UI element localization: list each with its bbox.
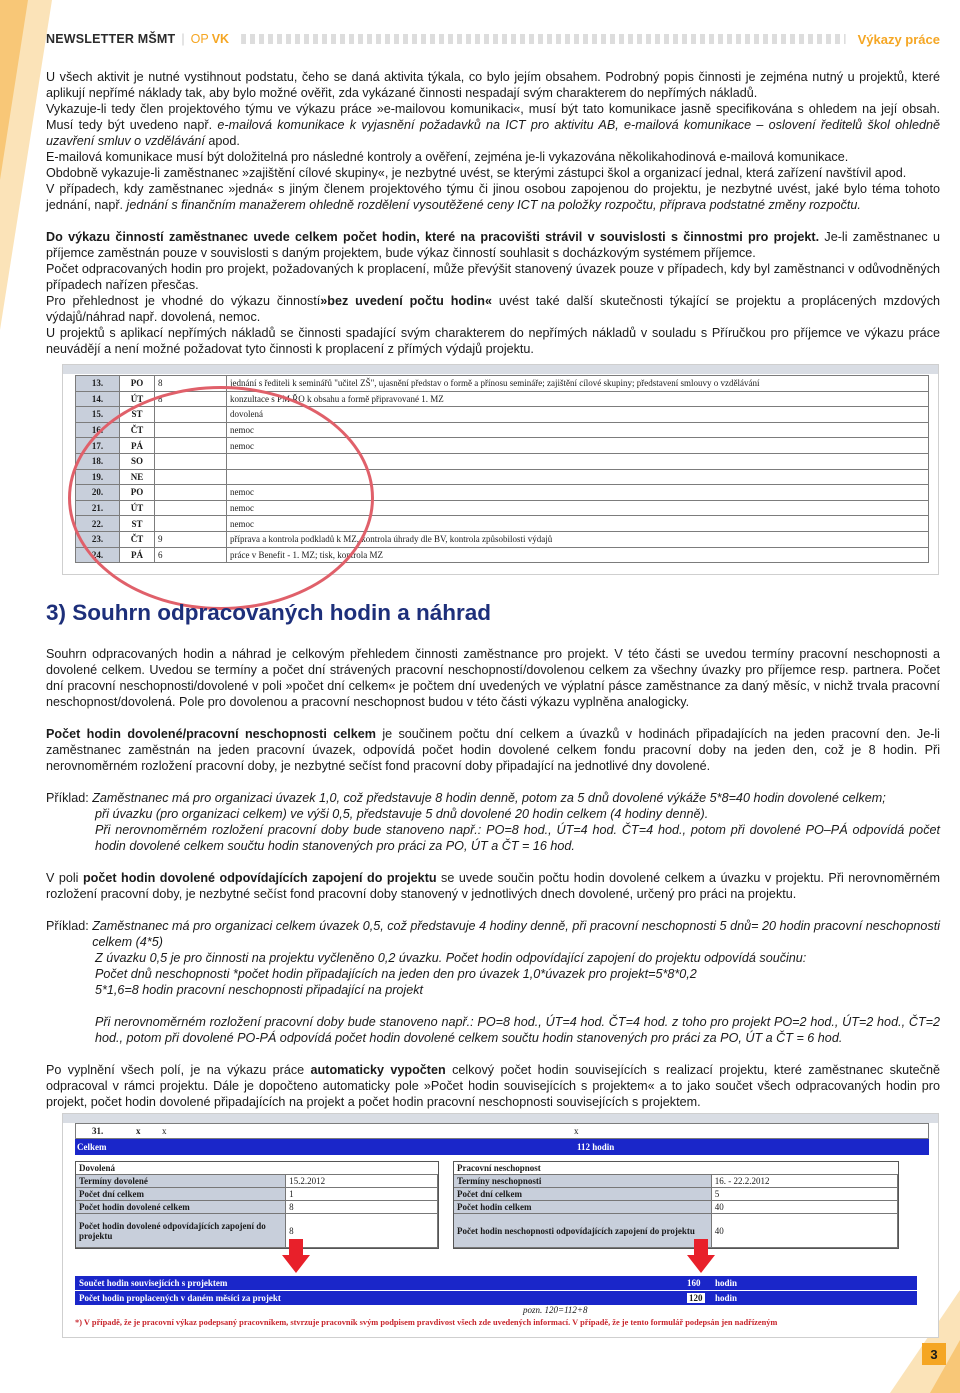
row-activity: práce v Benefit - 1. MZ; tisk, kontrola MZ [227,547,929,563]
row-day: 18. [76,453,120,469]
row-hours: x [162,1126,167,1136]
box-value: 8 [286,1214,438,1248]
row-activity: konzultace s PM ŘO k obsahu a formě připravované 1. MZ [227,391,929,407]
box-label: Termíny dovolené [76,1175,286,1188]
section-title: Výkazy práce [857,31,940,47]
row-weekday: PÁ [120,547,155,563]
row-activity: nemoc [227,422,929,438]
row-weekday: ÚT [120,500,155,516]
box-label: Počet dní celkem [454,1188,711,1201]
timesheet-cut-row [63,365,938,374]
row-weekday: ST [120,407,155,423]
total-label: Celkem [77,1142,107,1152]
example-2: Příklad: Zaměstnanec má pro organizaci celkem úvazek 0,5, což představuje 4 hodiny denně, při pracovní neschopnosti 5 dnů= 20 hodin pracovní neschopnosti celkem (4*5) [46,919,940,949]
highlight-circle [68,386,374,610]
box-label: Počet hodin dovolené odpovídajících zapojení do projektu [76,1214,286,1248]
row-day: 19. [76,469,120,485]
row-activity: nemoc [227,438,929,454]
box-value: 8 [286,1201,438,1214]
hours-paragraph: Do výkazu činností zaměstnanec uvede celkem počet hodin, které na pracovišti strávil v souvislosti s činnostmi pro projekt. Je-li zaměstnanec u příjemce zaměstnán pouze v souvislosti s daným projektem, bude výkaz činností souhlasit s docházkovým systémem příjemce. [46,230,940,260]
sick-box [453,1161,899,1249]
row-activity: nemoc [227,485,929,501]
row-activity: x [574,1126,579,1136]
section3-paragraph: Souhrn odpracovaných hodin a náhrad je celkovým přehledem činnosti zaměstnance pro projekt. V této části se uvedou termíny pracovní neschopnosti a dovolené celkem. Uvedou se termíny a počet dní strávených pracovní neschopností/dovolenou celkem za všechny úvazky pro příjemce resp. partnera. Počet dní pracovní neschopnosti/dovolené v poli »počet dní celkem« je počtem dní uvedených ve výplatní pásce zaměstnance za daný měsíc, v nichž trvala pracovní neschopnost/dovolená. Pole pro dovolenou a pracovní neschopnost budou v této části výkazu vyplněna analogicky. [46,647,940,709]
box-value: 40 [711,1214,897,1248]
example-line: Z úvazku 0,5 je pro činnosti na projektu vyčleněno 0,2 úvazku. Počet hodin odpovídající zapojení do projektu odpovídá součinu: [95,951,807,965]
section3-paragraph: Po vyplnění všech polí, je na výkazu práce automaticky vypočten celkový počet hodin souvisejících s realizací projektu, které zaměstnanec skutečně odpracoval v rámci projektu. Dále je dopočteno automaticky pole »Počet hodin souvisejících s projektem« a to jako součet všech odpracovaných hodin pro projekt, počet hodin dovolené připadajících na projekt a počet hodin pracovní neschopnosti souvisejících s projektem. [46,1063,940,1109]
row-day: 22. [76,516,120,532]
section3-paragraph: V poli počet hodin dovolené odpovídajících zapojení do projektu se uvede součin počtu hodin dovolené celkem a úvazku v projektu. Při nerovnoměrném rozložení pracovní doby, je nezbytné sečíst fond pracovní doby stanovený v jednotlivých dnech dovolené, určený pro práci na projektu. [46,871,941,901]
row-day: 13. [76,376,120,392]
intro-text [46,69,940,357]
sum-value: 160 [687,1278,701,1288]
row-day: 21. [76,500,120,516]
row-weekday: x [136,1126,141,1136]
note: pozn. 120=112+8 [523,1305,588,1315]
page-header [46,31,940,47]
footnote: *) V případě, že je pracovní výkaz podepsaný pracovníkem, stvrzuje pracovník svým podpisem pravdivost všech zde uvedených informací. V případě, že je tento formulář podepsán jen nadřízeným [75,1318,778,1327]
sum-label: Počet hodin proplacených v daném měsíci za projekt [79,1293,281,1303]
row-day: 14. [76,391,120,407]
page-number: 3 [922,1343,946,1365]
row-day: 23. [76,531,120,547]
vacation-table [76,1162,438,1248]
box-value: 1 [286,1188,438,1201]
total-value: 112 hodin [577,1142,615,1152]
op-vk: VK [211,32,230,46]
box-value: 16. - 22.2.2012 [711,1175,897,1188]
sum-unit: hodin [715,1293,738,1303]
box-title: Dovolená [76,1162,438,1175]
row-weekday: ST [120,516,155,532]
row-hours: 6 [155,547,227,563]
box-value: 15.2.2012 [286,1175,438,1188]
header-pattern [241,34,846,44]
section3-text [46,646,940,1110]
row-activity: dovolená [227,407,929,423]
vacation-box [75,1161,439,1249]
down-arrow-icon [687,1239,715,1273]
sum-project-hours-bar [75,1276,917,1290]
row-activity: nemoc [227,500,929,516]
sick-table [454,1162,898,1248]
sum-unit: hodin [715,1278,738,1288]
op-prefix: OP [190,32,209,46]
box-label: Počet hodin dovolené celkem [76,1201,286,1214]
row-weekday: PO [120,485,155,501]
box-label: Termíny neschopnosti [454,1175,711,1188]
box-value: 5 [711,1188,897,1201]
header-separator: | [181,32,185,46]
hours-paragraph: Počet odpracovaných hodin pro projekt, požadovaných k proplacení, může převýšit stanovený úvazek pouze v případech, kdy byl zaměstnanci v odůvodněných případech nařízen přesčas. [46,262,940,292]
row-weekday: PÁ [120,438,155,454]
row-hours: 8 [155,376,227,392]
summary-row-31 [75,1123,929,1139]
row-day: 15. [76,407,120,423]
row-hours: 9 [155,531,227,547]
row-day: 24. [76,547,120,563]
sum-label: Součet hodin souvisejících s projektem [79,1278,228,1288]
intro-paragraph: V případech, kdy zaměstnanec »jedná« s jiným členem projektového týmu či jinou osobou zapojenou do projektu, je nezbytné uvést, jaké bylo téma tohoto jednání, např. jednání s finančním manažerem ohledně rozdělení vysoutěžené ceny ICT na položky rozpočtu, příprava podstatné změny rozpočtu. [46,182,940,212]
row-day: 20. [76,485,120,501]
example-1: Příklad: Zaměstnanec má pro organizaci úvazek 1,0, což představuje 8 hodin denně, potom za 5 dnů dovolené výkáže 5*8=40 hodin dovolené celkem; [46,791,886,805]
box-title: Pracovní neschopnost [454,1162,898,1175]
row-weekday: ÚT [120,391,155,407]
row-weekday: ČT [120,531,155,547]
row-hours: 8 [155,391,227,407]
hours-paragraph: U projektů s aplikací nepřímých nákladů se činnosti spadající svým charakterem do nepřímých nákladů v souladu s Příručkou pro příjemce ve výkazu práce neuvádějí a není možné požadovat tyto činnosti k proplacení z přímých výdajů projektu. [46,326,940,356]
box-label: Počet hodin celkem [454,1201,711,1214]
row-weekday: SO [120,453,155,469]
total-row [75,1139,929,1155]
example-line: Počet dnů neschopnosti *počet hodin připadajících na jeden den pro úvazek 1,0*úvazek pro projekt=5*8*0,2 [95,967,697,981]
example-line: 5*1,6=8 hodin pracovní neschopnosti připadající na projekt [95,983,424,997]
example-line: Při nerovnoměrném rozložení pracovní doby bude stanoveno např.: PO=8 hod., ÚT=4 hod. ČT=4 hod., potom při dovolené PO–PÁ odpovídá počet hodin dovolené celkem součtu hodin stanovených pro práci za PO, ÚT a ČT = 16 hod. [95,823,940,853]
newsletter-title: NEWSLETTER MŠMT [46,32,176,46]
row-day: 17. [76,438,120,454]
box-label: Počet dní celkem [76,1188,286,1201]
paid-hours-bar [75,1291,917,1305]
intro-paragraph: U všech aktivit je nutné vystihnout podstatu, čeho se daná aktivita týkala, co bylo jejím obsahem. Podrobný popis činnosti je zejména nutný u projektů, které aplikují nepřímé náklady tak, aby bylo možné ověřit, zda vykázané činnosti nespadají svým charakterem do nepřímých nákladů. [46,70,940,100]
down-arrow-icon [282,1239,310,1273]
intro-paragraph: Obdobně vykazuje-li zaměstnanec »zajištění cílové skupiny«, je nezbytné uvést, se kterými zástupci škol a organizací jednal, která zařízení navštívil apod. [46,166,907,180]
example-line: Při nerovnoměrném rozložení pracovní doby bude stanoveno např.: PO=8 hod., ÚT=4 hod. ČT=4 hod. z toho pro projekt PO=2 hod., ÚT=2 hod., ČT=2 hod., potom při dovolené PO-PÁ odpovídá počet hodin dovolené celkem součtu hodin stanovených pro práci za PO, ÚT a ČT = 6 hod. [95,1015,940,1045]
sum-value: 120 [689,1293,703,1303]
summary-cut-row [63,1114,938,1123]
box-value: 40 [711,1201,897,1214]
row-activity: jednání s řediteli k seminářů "učitel ZŠ", ujasnění představ o formě a přínosu semináře; zajištění cílové skupiny; představení smlouvy o vzdělávání [227,376,929,392]
hours-paragraph: Pro přehlednost je vhodné do výkazu činností»bez uvedení počtu hodin« uvést také další skutečnosti týkající se projektu a proplácených mzdových výdajů/náhrad např. dovolená, nemoc. [46,294,940,324]
section-heading: 3) Souhrn odpracovaných hodin a náhrad [46,600,492,625]
intro-paragraph: E-mailová komunikace musí být doložitelná pro následné kontroly a ověření, zejména je-li vykazována několikahodinová e-mailová komunikace. [46,150,849,164]
row-activity: nemoc [227,516,929,532]
example-line: při úvazku (pro organizaci celkem) ve výši 0,5, představuje 5 dnů dovolené 20 hodin celkem (4 hodiny denně). [95,807,709,821]
row-weekday: NE [120,469,155,485]
row-weekday: PO [120,376,155,392]
intro-paragraph: Vykazuje-li tedy člen projektového týmu ve výkazu práce »e-mailovou komunikaci«, musí být tato komunikace jasně specifikována s ohledem na její obsah. Musí tedy být uvedeno např. e-mailová komunikace k vyjasnění požadavků na ICT pro aktivitu AB, e-mailová komunikace – oslovení ředitelů škol ohledně uzavření smluv o vzdělávání apod. [46,102,940,148]
row-weekday: ČT [120,422,155,438]
row-activity: příprava a kontrola podkladů k MZ, kontrola úhrady dle BV, kontrola způsobilosti výdajů [227,531,929,547]
row-day: 31. [92,1126,104,1136]
box-label: Počet hodin neschopnosti odpovídajících zapojení do projektu [454,1214,711,1248]
summary-sheet [62,1113,939,1338]
section3-paragraph: Počet hodin dovolené/pracovní neschopnosti celkem je součinem počtu dní celkem a úvazků v hodinách připadajících na jeden pracovní den. Je-li zaměstnanec zaměstnán na jeden pracovní úvazek, odpovídá počet hodin dovolené celkem fondu pracovní doby na jeden den, což je 8 hodin. Při nerovnoměrném rozložení pracovní doby, je nezbytné sečíst fond pracovní doby připadající na jednotlivé dny dovolené. [46,727,940,773]
row-day: 16. [76,422,120,438]
